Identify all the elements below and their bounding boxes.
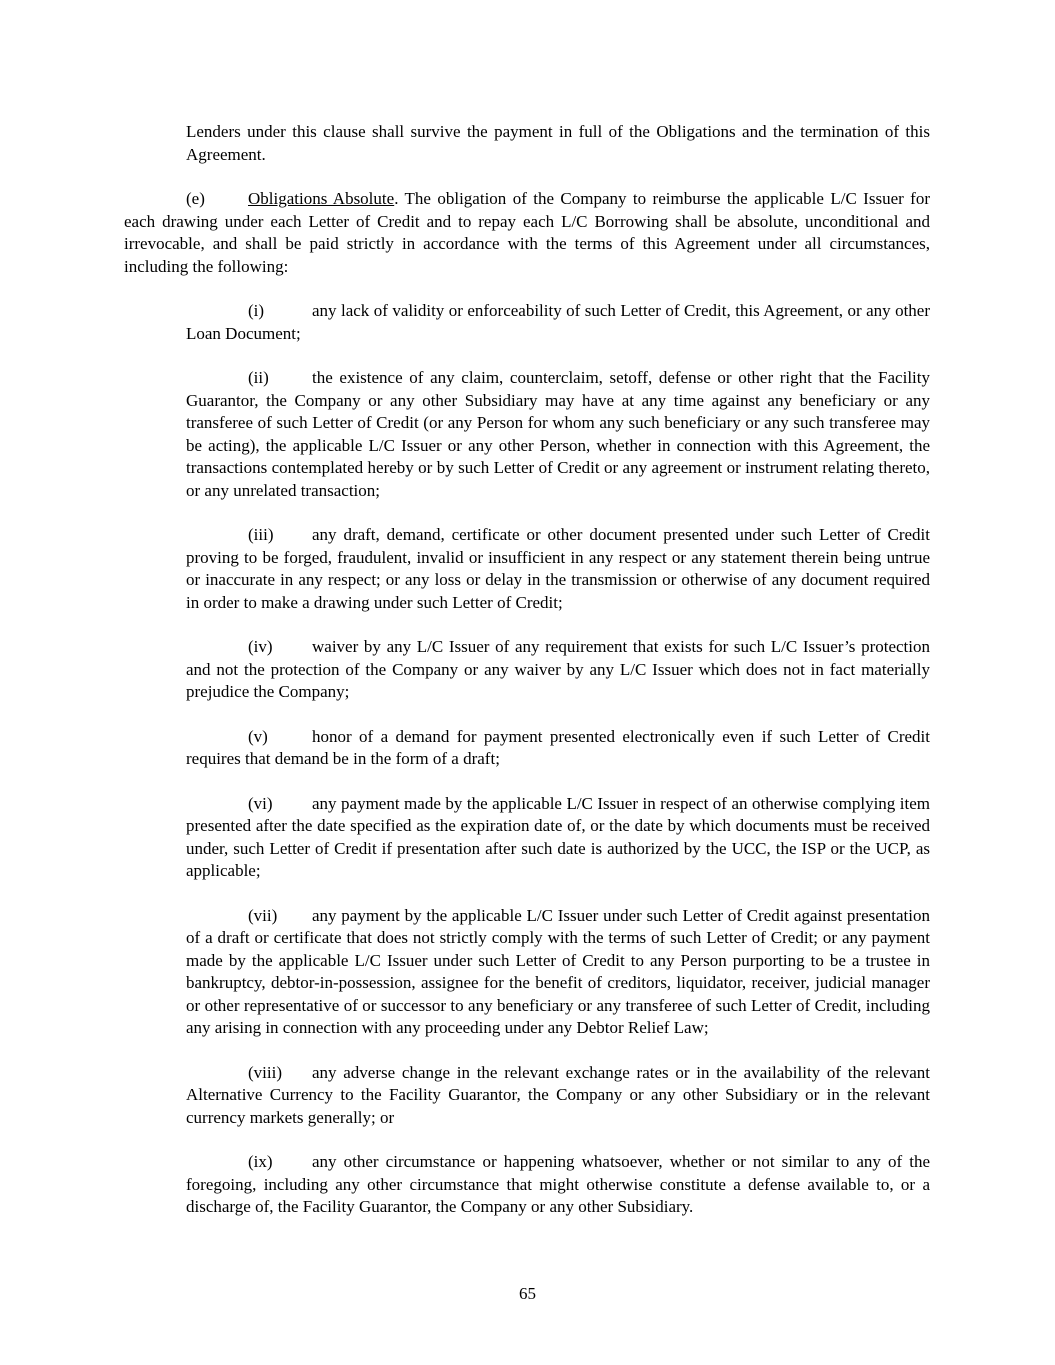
paragraph: (v) honor of a demand for payment presented electronically even if such Letter of Credit requires that demand be in the form of a draft; bbox=[186, 726, 930, 768]
paragraph: (vii) any payment by the applicable L/C Issuer under such Letter of Credit against presentation of a draft or certificate that does not strictly comply with the terms of such Letter of Credit; or any payment made by the applicable L/C Issuer under such Letter of Credit to any Person purporting to be a trustee in bankruptcy, debtor-in-possession, assignee for the benefit of creditors, liquidator, receiver, judicial manager or other representative of or successor to any beneficiary or any transferee of such Letter of Credit, including any arising in connection with any proceeding under any Debtor Relief Law; bbox=[186, 905, 930, 1037]
paragraph: (iv) waiver by any L/C Issuer of any requirement that exists for such L/C Issuer’s protection and not the protection of the Company or any waiver by any L/C Issuer which does not in fact materially prejudice the Company; bbox=[186, 637, 930, 701]
paragraph-label: (vi) bbox=[248, 793, 273, 813]
paragraph-label: (iv) bbox=[248, 637, 273, 656]
paragraph-label: (iii) bbox=[248, 525, 274, 544]
paragraph: (i) any lack of validity or enforceability of such Letter of Credit, this Agreement, or any other Loan Document; bbox=[186, 301, 930, 343]
paragraph: (viii) any adverse change in the relevant exchange rates or in the availability of the relevant Alternative Currency to the Facility Guarantor, the Company or any other Subsidiary or in the relevant currency markets generally; or bbox=[186, 1062, 930, 1127]
paragraph-label: (ii) bbox=[248, 368, 269, 387]
paragraph: (e) Obligations Absolute. The obligation of the Company to reimburse the applicable L/C Issuer for each drawing under each Letter of Credit and to repay each L/C Borrowing shall be absolute, unconditional and irrevocable, and shall be paid strictly in accordance with the terms of this Agreement under all circumstances, including the following: bbox=[124, 189, 930, 276]
paragraph-heading-underlined: Obligations Absolute bbox=[248, 189, 395, 208]
paragraph: (iii) any draft, demand, certificate or other document presented under such Letter of Credit proving to be forged, fraudulent, invalid or insufficient in any respect or any statement therein being untrue or inaccurate in any respect; or any loss or delay in the transmission or otherwise of any document required in order to make a drawing under such Letter of Credit; bbox=[186, 525, 930, 612]
paragraph-label: (e) bbox=[186, 189, 205, 208]
paragraph: (ii) the existence of any claim, counterclaim, setoff, defense or other right that the Facility Guarantor, the Company or any other Subsidiary may have at any time against any beneficiary or any transferee of such Letter of Credit (or any Person for whom any such beneficiary or any such transferee may be acting), the applicable L/C Issuer or any other Person, whether in connection with this Agreement, the transactions contemplated hereby or by such Letter of Credit or any agreement or instrument relating thereto, or any unrelated transaction; bbox=[186, 368, 930, 500]
paragraph-label: (ix) bbox=[248, 1152, 273, 1171]
paragraph-label: (viii) bbox=[248, 1062, 282, 1082]
page-number: 65 bbox=[519, 1283, 536, 1303]
paragraph-label: (v) bbox=[248, 726, 268, 746]
paragraph: (vi) any payment made by the applicable L/C Issuer in respect of an otherwise complying item presented after the date specified as the expiration date of, or the date by which documents must be received under, such Letter of Credit if presentation after such date is authorized by the UCC, the ISP or the UCP, as applicable; bbox=[186, 793, 930, 880]
document-body bbox=[124, 121, 930, 1219]
paragraph: (ix) any other circumstance or happening whatsoever, whether or not similar to any of the foregoing, including any other circumstance that might otherwise constitute a defense available to, or a discharge of, the Facility Guarantor, the Company or any other Subsidiary. bbox=[186, 1152, 930, 1216]
paragraph: Lenders under this clause shall survive the payment in full of the Obligations and the termination of this Agreement. bbox=[186, 122, 930, 164]
paragraph-label: (vii) bbox=[248, 905, 278, 925]
paragraph-label: (i) bbox=[248, 301, 265, 320]
